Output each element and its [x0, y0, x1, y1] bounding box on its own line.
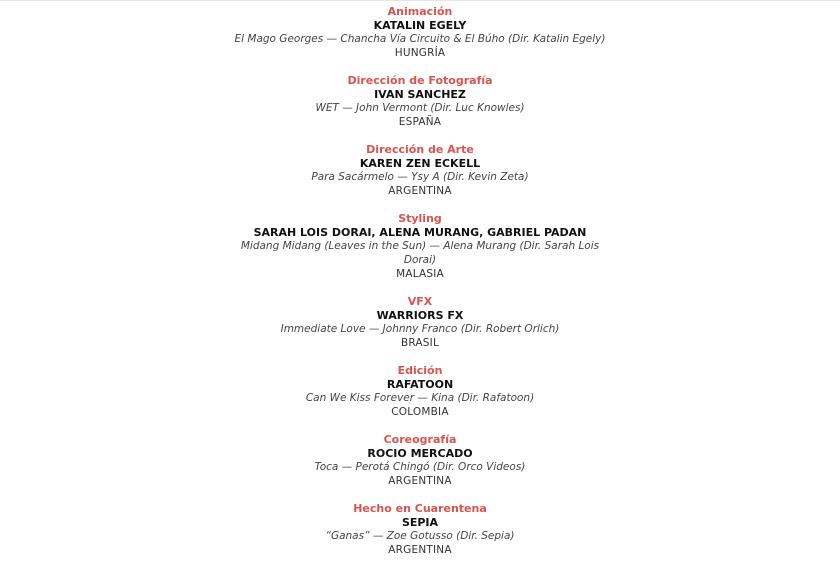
award-winner: SARAH LOIS DORAI, ALENA MURANG, GABRIEL PADAN [253, 226, 587, 239]
award-work: El Mago Georges — Chancha Vía Circuito & El Búho (Dir. Katalin Egely) [234, 33, 606, 45]
award-vfx [230, 295, 610, 350]
award-winner: WARRIORS FX [376, 309, 464, 322]
award-country: COLOMBIA [391, 406, 449, 418]
awards-list [0, 5, 840, 571]
award-category: Edición [397, 364, 443, 377]
award-category: Dirección de Arte [366, 143, 474, 156]
award-country: BRASIL [400, 337, 440, 349]
award-styling [230, 212, 610, 281]
award-direccion-arte [230, 143, 610, 198]
award-work: Para Sacármelo — Ysy A (Dir. Kevin Zeta) [311, 171, 529, 183]
award-hecho-en-cuarentena [230, 502, 610, 557]
award-work: Immediate Love — Johnny Franco (Dir. Robert Orlich) [280, 323, 560, 335]
award-category: VFX [407, 295, 433, 308]
award-winner: KATALIN EGELY [373, 19, 467, 32]
award-winner: SEPIA [401, 516, 439, 529]
award-coreografia [230, 433, 610, 488]
award-winner: ROCIO MERCADO [367, 447, 473, 460]
award-country: HUNGRÍA [394, 47, 446, 59]
award-work: Midang Midang (Leaves in the Sun) — Alena Murang (Dir. Sarah Lois Dorai) [240, 240, 600, 266]
top-divider [0, 0, 840, 1]
award-country: ESPAÑA [398, 116, 442, 128]
award-work: “Ganas” — Zoe Gotusso (Dir. Sepia) [325, 530, 515, 542]
award-animacion [230, 5, 610, 60]
award-work: Toca — Perotá Chingó (Dir. Orco Videos) [314, 461, 526, 473]
award-winner: RAFATOON [386, 378, 454, 391]
award-category: Hecho en Cuarentena [353, 502, 487, 515]
award-category: Styling [398, 212, 442, 225]
award-work: WET — John Vermont (Dir. Luc Knowles) [315, 102, 525, 114]
award-country: ARGENTINA [388, 544, 452, 556]
award-winner: IVAN SANCHEZ [374, 88, 466, 101]
award-country: ARGENTINA [388, 185, 452, 197]
award-category: Dirección de Fotografía [347, 74, 493, 87]
award-country: ARGENTINA [388, 475, 452, 487]
award-country: MALASIA [396, 268, 444, 280]
award-edicion [230, 364, 610, 419]
award-winner: KAREN ZEN ECKELL [359, 157, 481, 170]
award-category: Coreografía [383, 433, 457, 446]
award-category: Animación [387, 5, 453, 18]
award-direccion-fotografia [230, 74, 610, 129]
award-work: Can We Kiss Forever — Kina (Dir. Rafatoon) [305, 392, 535, 404]
